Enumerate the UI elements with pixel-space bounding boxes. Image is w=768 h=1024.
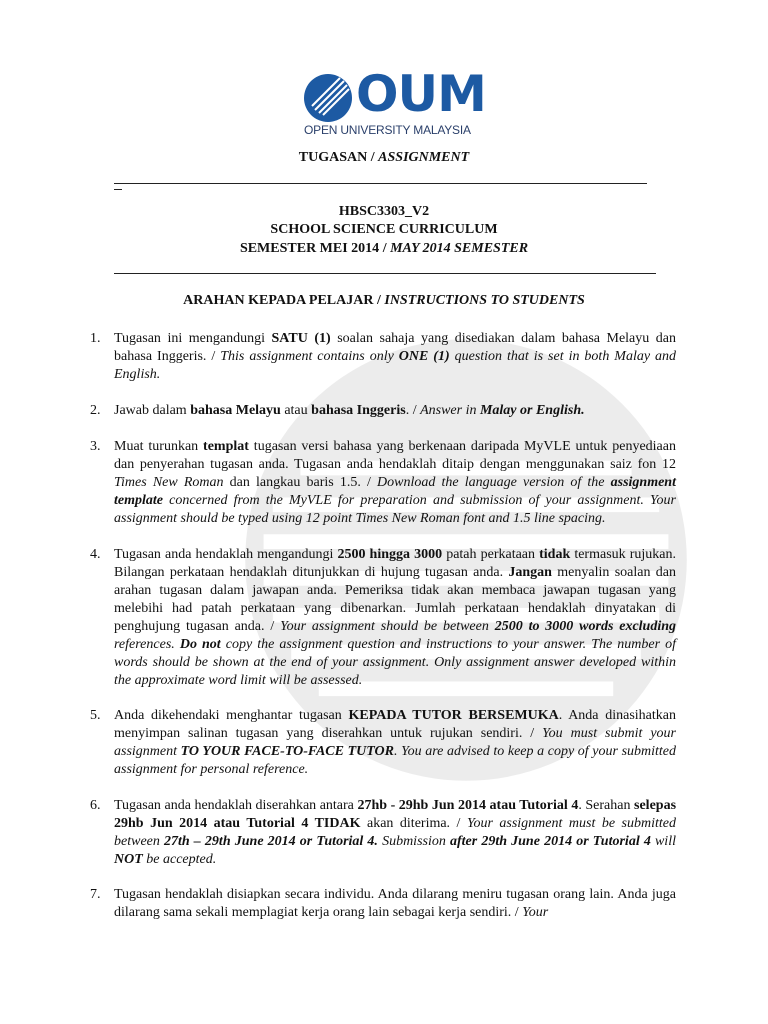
instruction-number: 2.: [90, 403, 101, 418]
instruction-text: be accepted.: [142, 852, 217, 867]
instruction-text: akan diterima. /: [360, 816, 467, 831]
document-title: [0, 150, 768, 166]
instruction-text: Download the language version of the: [377, 475, 611, 490]
instruction-text: 2500 hingga 3000: [337, 547, 443, 562]
instruction-item: [90, 797, 676, 869]
divider-tail: [114, 189, 122, 190]
instruction-text: ONE (1): [398, 349, 450, 364]
semester-english: MAY 2014 SEMESTER: [390, 241, 529, 256]
title-separator: /: [367, 150, 379, 165]
instruction-text: tugasan versi bahasa yang berkenaan daripada MyVLE untuk penyediaan dan penyerahan tugasan anda. Tugasan anda hendaklah ditaip dengan menggunakan saiz fon 12: [114, 439, 676, 472]
instructions-heading: [0, 293, 768, 309]
instruction-text: NOT: [114, 852, 143, 867]
instruction-text: question that is set in both Malay and English.: [114, 349, 677, 382]
instruction-text: Muat turunkan: [114, 439, 204, 454]
instruction-text: Jawab dalam: [114, 403, 191, 418]
instruction-text: . You are advised to keep a copy of your submitted assignment for personal reference.: [114, 744, 677, 777]
instruction-text: Times New Roman: [114, 475, 224, 490]
instruction-text: This assignment contains only: [220, 349, 399, 364]
title-english: ASSIGNMENT: [378, 150, 470, 165]
instruction-text: 2500 to 3000 words excluding: [494, 619, 677, 634]
instruction-text: soalan sahaja yang disediakan dalam bahasa Melayu dan bahasa Inggeris. /: [114, 331, 677, 364]
oum-logo: [300, 65, 486, 142]
instruction-number: 4.: [90, 547, 101, 562]
semester-separator: /: [379, 241, 391, 256]
instruction-text: KEPADA TUTOR BERSEMUKA: [348, 708, 559, 723]
instruction-item: [90, 546, 676, 690]
instruction-text: tidak: [539, 547, 571, 562]
instruction-item: [90, 402, 676, 420]
instruction-text: patah perkataan: [442, 547, 540, 562]
instruction-number: 1.: [90, 331, 101, 346]
instruction-text: atau: [280, 403, 312, 418]
divider-line: [114, 183, 647, 184]
instruction-number: 7.: [90, 887, 101, 902]
instruction-text: Tugasan hendaklah disiapkan secara individu. Anda dilarang meniru tugasan orang lain. Anda juga dilarang sama sekali memplagiat kerja orang lain sebagai kerja sendiri. /: [114, 887, 676, 920]
instruction-text: Tugasan anda hendaklah mengandungi: [114, 547, 338, 562]
divider-line: [114, 273, 656, 274]
semester-line: [0, 241, 768, 257]
instruction-text: Tugasan ini mengandungi: [114, 331, 272, 346]
instruction-text: after 29th June 2014 or Tutorial 4: [450, 834, 651, 849]
course-code: HBSC3303_V2: [338, 204, 430, 219]
instruction-item: [90, 707, 676, 779]
instruction-text: Submission: [377, 834, 450, 849]
instruction-text: . Serahan: [578, 798, 635, 813]
instruction-text: Anda dikehendaki menghantar tugasan: [114, 708, 349, 723]
oum-globe-icon: [302, 72, 354, 124]
instruction-text: assignment template: [114, 475, 676, 508]
course-name: SCHOOL SCIENCE CURRICULUM: [270, 222, 498, 237]
instruction-text: . Anda dinasihatkan menyimpan salinan tugasan yang diserahkan untuk rujukan sendiri. /: [114, 708, 677, 741]
instruction-text: . /: [405, 403, 421, 418]
instruction-text: TO YOUR FACE-TO-FACE TUTOR: [180, 744, 395, 759]
instruction-text: Jangan: [508, 565, 552, 580]
logo-wordmark: OUM: [356, 65, 486, 123]
instruction-text: SATU (1): [271, 331, 331, 346]
instruction-item: [90, 886, 676, 922]
instruction-text: Answer in: [420, 403, 480, 418]
instructions-heading-separator: /: [373, 293, 385, 308]
instruction-number: 5.: [90, 708, 101, 723]
instruction-text: Your assignment must be submitted between: [114, 816, 677, 849]
semester-malay: SEMESTER MEI 2014: [239, 241, 380, 256]
instruction-text: bahasa Melayu: [190, 403, 281, 418]
instruction-item: [90, 438, 676, 528]
instruction-number: 3.: [90, 439, 101, 454]
instruction-text: menyalin soalan dan arahan tugasan dalam jawapan anda. Pemeriksa tidak akan membaca jawapan tugasan yang melebihi had patah perkataan yang dibenarkan. Jumlah perkataan hendaklah dinyatakan di penghujung tugasan anda. /: [114, 565, 676, 634]
instruction-text: selepas 29hb Jun 2014 atau Tutorial 4 TIDAK: [114, 798, 677, 831]
instruction-text: termasuk rujukan. Bilangan perkataan hendaklah ditunjukkan di hujung tugasan anda.: [114, 547, 676, 580]
instruction-text: templat: [203, 439, 249, 454]
instruction-text: Your assignment should be between: [280, 619, 495, 634]
instructions-heading-malay: ARAHAN KEPADA PELAJAR: [183, 293, 374, 308]
instruction-text: references.: [114, 637, 180, 652]
instruction-text: Your: [522, 905, 549, 920]
instruction-text: will: [650, 834, 676, 849]
instruction-text: 27hb - 29hb Jun 2014 atau Tutorial 4: [357, 798, 579, 813]
instruction-text: dan langkau baris 1.5. /: [223, 475, 378, 490]
instruction-text: bahasa Inggeris: [311, 403, 406, 418]
instruction-text: copy the assignment question and instructions to your answer. The number of words should be shown at the end of your assignment. Only assignment answer developed within the approximate word limit will be assessed.: [114, 637, 677, 688]
instruction-text: Do not: [179, 637, 221, 652]
instruction-item: [90, 330, 676, 384]
instructions-heading-english: INSTRUCTIONS TO STUDENTS: [384, 293, 585, 308]
instructions-list: [90, 330, 676, 922]
instruction-text: 27th – 29th June 2014 or Tutorial 4.: [164, 834, 378, 849]
instruction-text: Malay or English.: [479, 403, 585, 418]
instruction-text: You must submit your assignment: [114, 726, 677, 759]
instruction-text: concerned from the MyVLE for preparation and submission of your assignment. Your assignment should be typed using 12 point Times New Roman font and 1.5 line spacing.: [114, 493, 676, 526]
instruction-text: Tugasan anda hendaklah diserahkan antara: [114, 798, 358, 813]
instruction-number: 6.: [90, 798, 101, 813]
title-malay: TUGASAN: [298, 150, 368, 165]
logo-subtitle: OPEN UNIVERSITY MALAYSIA: [304, 123, 471, 137]
